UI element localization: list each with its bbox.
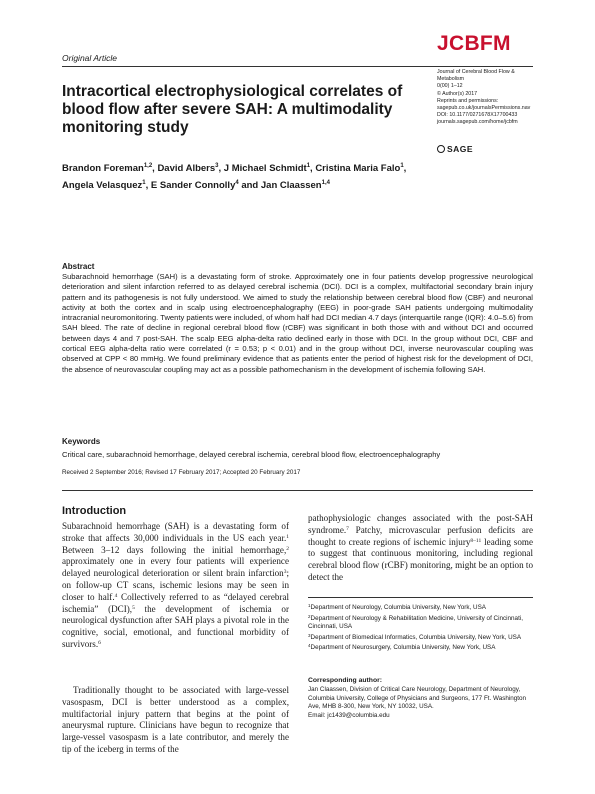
corresponding-line: Jan Claassen, Division of Critical Care Neurology, Department of Neurology, Columbia University, College of Physicians and Surgeons, 177 Ft. Washington Ave, MHB 8-300, New York, NY 10032, USA. xyxy=(308,686,527,711)
affiliation xyxy=(308,634,533,643)
author-name: Cristina Maria Falo xyxy=(315,163,401,174)
journal-meta-line: 0(00) 1–12 xyxy=(437,83,463,90)
affiliation-text: Department of Neurology, Columbia University, New York, USA xyxy=(310,604,486,611)
journal-meta-line: sagepub.co.uk/journalsPermissions.nav xyxy=(437,105,531,112)
article-type: Original Article xyxy=(62,53,117,63)
citation-mark: 5 xyxy=(132,604,135,611)
affiliation-number: 4 xyxy=(308,643,311,649)
affiliation-text: Department of Neurosurgery, Columbia University, New York, USA xyxy=(310,644,496,652)
submission-dates: Received 2 September 2016; Revised 17 February 2017; Accepted 20 February 2017 xyxy=(62,469,301,476)
author-affiliation-mark: 1,4 xyxy=(321,180,330,186)
journal-meta xyxy=(437,69,557,127)
corresponding-heading: Corresponding author: xyxy=(308,677,383,684)
author xyxy=(157,163,218,174)
affiliation-list xyxy=(308,604,533,655)
keywords-text: Critical care, subarachnoid hemorrhage, delayed cerebral ischemia, cerebral blood flow, electroencephalography xyxy=(62,450,441,459)
author-name: Brandon Foreman xyxy=(62,163,144,174)
text-run: Patchy, microvascular perfusion deficits are thought to create regions of ischemic injury xyxy=(308,524,533,547)
journal-meta-line: © Author(s) 2017 xyxy=(437,90,478,97)
journal-meta-line: Metabolism xyxy=(437,76,465,83)
author-name: J Michael Schmidt xyxy=(223,163,307,174)
publisher-logo xyxy=(437,144,473,154)
affiliation-number: 1 xyxy=(308,603,311,608)
top-rule xyxy=(62,66,533,67)
affiliation xyxy=(308,615,533,632)
affiliation xyxy=(308,604,533,613)
introduction-heading: Introduction xyxy=(62,505,127,517)
citation-mark: 7 xyxy=(346,525,349,532)
text-run: Subarachnoid hemorrhage (SAH) is a devastating form of stroke that affects 30,000 individuals in the US each year. xyxy=(62,521,289,543)
affiliation-text: Department of Neurology & Rehabilitation Medicine, University of Cincinnati, Cincinnati, USA xyxy=(308,614,523,631)
citation-mark: 3 xyxy=(283,569,287,576)
citation-mark: 8–11 xyxy=(470,537,482,544)
affiliation-number: 2 xyxy=(308,613,311,619)
abstract-heading: Abstract xyxy=(62,262,95,271)
author-affiliation-mark: 3 xyxy=(215,163,219,169)
intro-paragraph-2 xyxy=(62,685,289,756)
publisher-name: SAGE xyxy=(447,144,474,154)
intro-paragraph-3 xyxy=(308,513,533,584)
author-name: Angela Velasquez xyxy=(62,180,143,191)
author xyxy=(224,163,310,174)
author-affiliation-mark: 4 xyxy=(235,180,239,186)
journal-meta-line: journals.sagepub.com/home/jcbfm xyxy=(437,119,518,126)
citation-mark: 2 xyxy=(286,545,289,552)
section-rule xyxy=(62,490,533,491)
journal-meta-line: DOI: 10.1177/0271678X17700433 xyxy=(437,112,518,119)
journal-meta-line: Journal of Cerebral Blood Flow & xyxy=(437,69,515,75)
author-affiliation-mark: 1 xyxy=(142,180,146,186)
text-run: Between 3–12 days following the initial hemorrhage, xyxy=(62,544,287,555)
paper-title: Intracortical electrophysiological correlates of blood flow after severe SAH: A multimodality monitoring study xyxy=(62,83,403,136)
journal-logo: JCBFM xyxy=(437,32,511,55)
author xyxy=(62,163,152,174)
keywords-heading: Keywords xyxy=(62,437,101,446)
author-name: E Sander Connolly xyxy=(150,180,236,191)
author xyxy=(62,180,146,191)
citation-mark: 4 xyxy=(114,592,118,599)
author xyxy=(315,163,403,174)
abstract-text: Subarachnoid hemorrhage (SAH) is a devastating form of stroke. Approximately one in four patients develop progressive neurological deterioration and silent infarction referred to as delayed cerebral ischemia (DCI). DCI is a complex, multifactorial secondary brain injury pattern and its pathogenesis is not fully understood. We aimed to study the relationship between cerebral blood flow (CBF) and neuronal activity at both the cortex and in scalp using electroencephalography (EEG) in poor-grade SAH patients undergoing multimodality intracranial neuromonitoring. Twenty patients were included, of whom half had DCI median 4.7 days (interquartile range (IQR): 4.0–5.6) from SAH bleed. The rate of decline in regional cerebral blood flow (rCBF) was significant in both those with and without DCI and occurred between days 4 and 7 post-SAH. The scalp EEG alpha-delta ratio declined early in those with DCI. In the group without DCI, CBF and cortical EEG alpha-delta ratio were correlated (r = 0.53; p < 0.01) and in the group without DCI, inverse neurovascular coupling was observed at CPP < 80 mmHg. We found preliminary evidence that as patients enter the period of highest risk for the development of DCI, the absence of neurovascular coupling may act as a possible pathomechanism in the development of ischemia following SAH. xyxy=(62,272,533,374)
citation-mark: 1 xyxy=(286,533,289,540)
author-affiliation-mark: 1 xyxy=(306,163,311,169)
text-run: ; on follow-up CT scans, ischemic lesions may be seen in closer to half. xyxy=(62,568,289,602)
author xyxy=(261,180,330,191)
citation-mark: 6 xyxy=(98,639,101,646)
affiliation-text: Department of Biomedical Informatics, Columbia University, New York, USA xyxy=(310,633,522,641)
affiliation xyxy=(308,644,533,653)
corresponding-details xyxy=(308,686,533,720)
intro-paragraph-1 xyxy=(62,521,289,651)
text-run: pathophysiologic changes associated with the post-SAH syndrome. xyxy=(308,513,533,535)
affiliation-rule xyxy=(308,597,533,598)
author-affiliation-mark: 1,2 xyxy=(143,163,153,169)
author-affiliation-mark: 1 xyxy=(400,163,404,169)
author-list: Brandon Foreman$^{1,2}$, David Albers$^3$, J Michael Schmidt$^1$, Cristina Maria Falo$^1$, Angela Velasquez$^1$, E Sander Connolly$^4$ and Jan Claassen$^{1,4}$ xyxy=(62,163,407,191)
text-run: approximately one in every four patients will experience delayed neurological deterioration or silent brain infarction xyxy=(62,556,289,579)
author-name: Jan Claassen xyxy=(260,180,322,191)
text-run: leading some to suggest that continuous monitoring, including regional cerebral blood flow (rCBF) monitoring, might be an option to detect the xyxy=(308,536,534,582)
text-run: the development of ischemia or neurological dysfunction after SAH plays a pivotal role in the cognitive, social, emotional, and functional morbidity of survivors. xyxy=(62,603,289,649)
journal-meta-line: Reprints and permissions: xyxy=(437,97,499,104)
author-name: David Albers xyxy=(157,163,216,174)
corresponding-line: Email: jc1439@columbia.edu xyxy=(308,711,390,719)
sage-icon xyxy=(437,145,445,153)
text-run: Collectively referred to as “delayed cerebral ischemia” (DCI), xyxy=(62,591,290,614)
affiliation-number: 3 xyxy=(308,632,311,638)
text-run: Traditionally thought to be associated with large-vessel vasospasm, DCI is better understood as a complex, multifactorial injury pattern that begins at the point of aneurysmal rupture. Clinicians have begun to recognize that large-vessel vasospasm is a late contributor, and merely the tip of the iceberg in terms of the xyxy=(62,685,289,754)
author xyxy=(151,180,239,191)
